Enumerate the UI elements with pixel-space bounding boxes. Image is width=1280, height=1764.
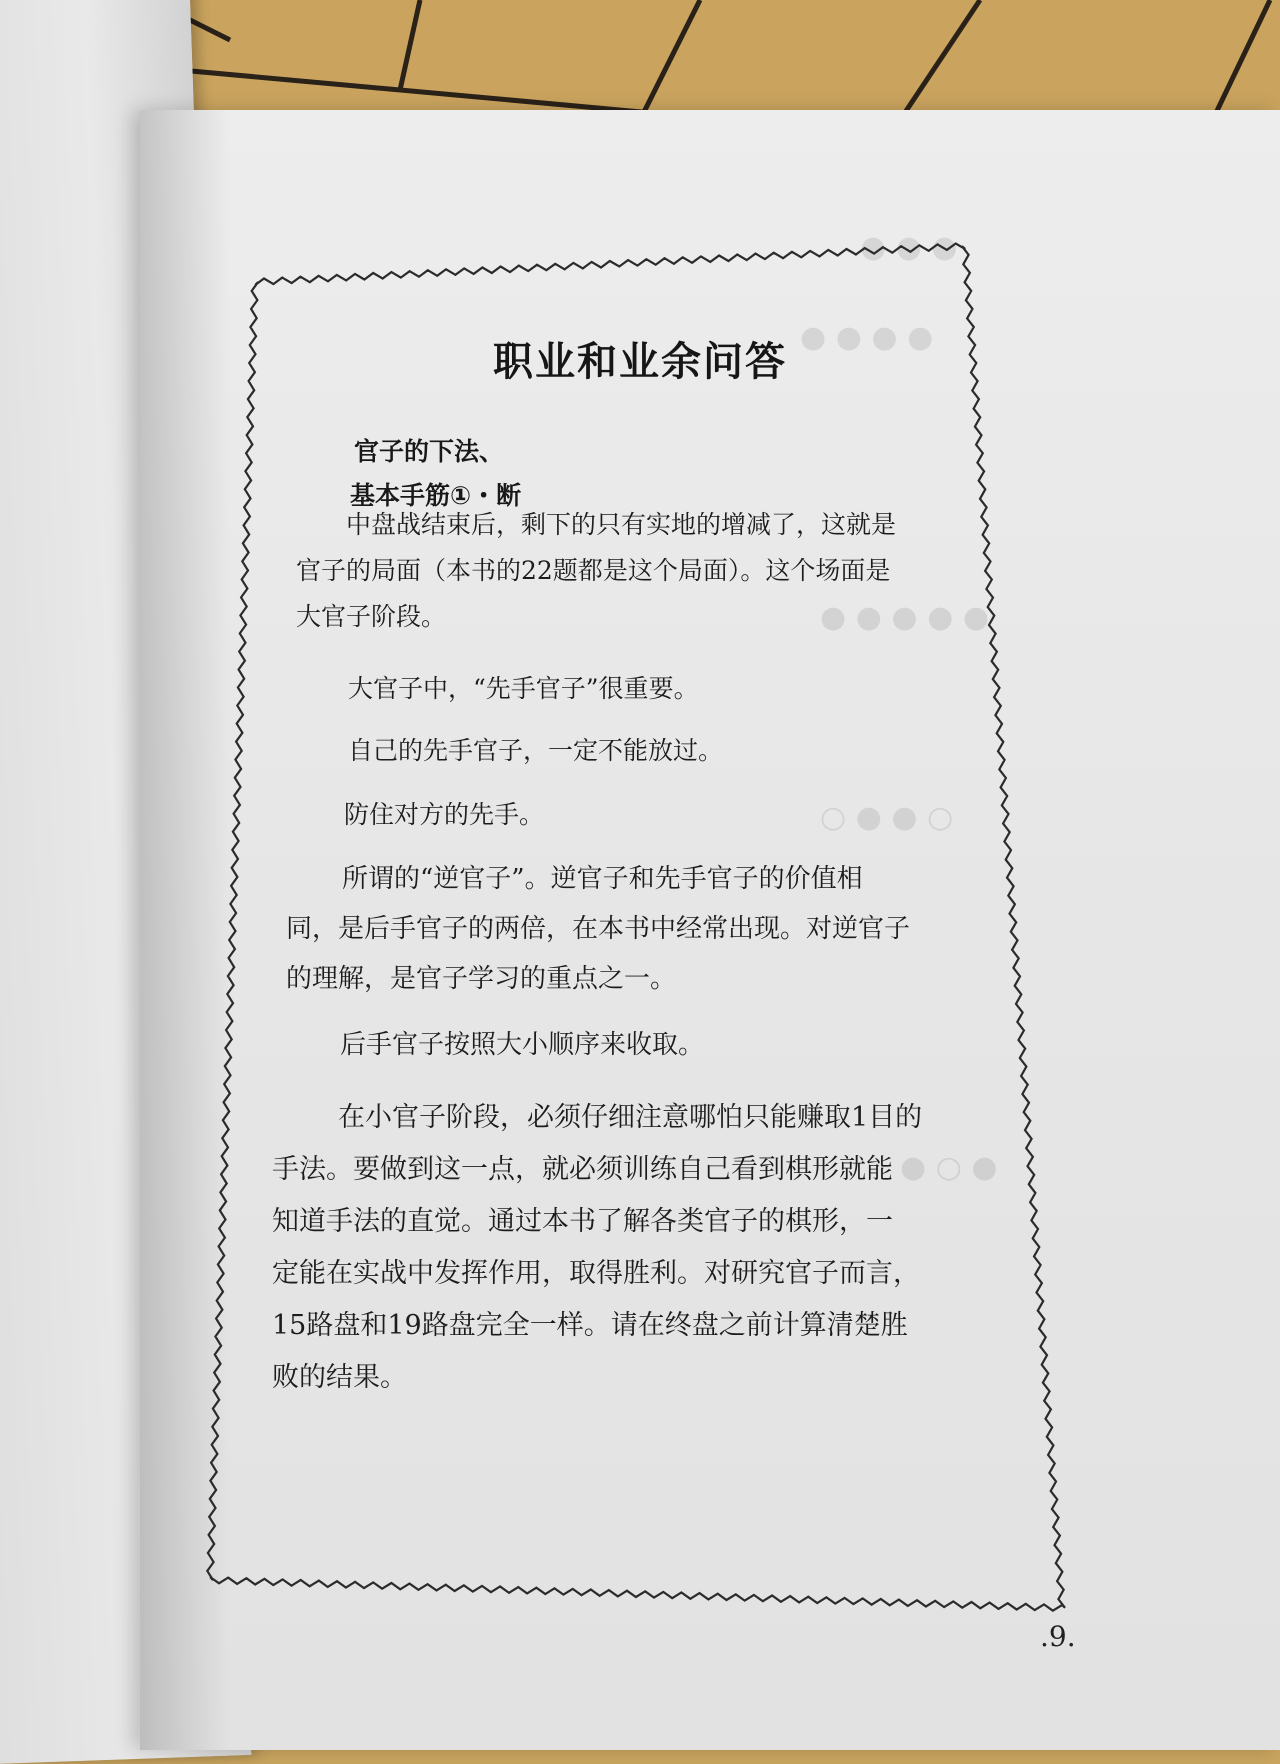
- show-through-stone: ● ● ● ●: [800, 320, 934, 355]
- paragraph-5: 所谓的“逆官子”。逆官子和先手官子的价值相 同，是后手官子的两倍，在本书中经常出现。对逆官子 的理解，是官子学习的重点之一。: [286, 864, 911, 994]
- show-through-stone: ● ● ●: [860, 230, 958, 265]
- paragraph-6: 后手官子按照大小顺序来收取。: [340, 1030, 705, 1060]
- page-number: .9.: [1040, 1620, 1076, 1653]
- paragraph-1: 中盘战结束后，剩下的只有实地的增减了，这就是 官子的局面（本书的22题都是这个局面）。这个场面是 大官子阶段。: [296, 510, 897, 631]
- page-title: 职业和业余问答: [493, 339, 787, 385]
- show-through-stone: ● ● ● ● ●: [820, 600, 990, 635]
- section-subtitle-1: 官子的下法、: [354, 437, 505, 466]
- show-through-stone: ○ ● ● ○: [820, 800, 954, 835]
- section-subtitle-2: 基本手筋①・断: [350, 481, 522, 510]
- paragraph-4: 防住对方的先手。: [344, 800, 545, 829]
- paragraph-7: 在小官子阶段，必须仔细注意哪怕只能赚取1目的 手法。要做到这一点，就必须训练自己看到棋形就能 知道手法的直觉。通过本书了解各类官子的棋形，一 定能在实战中发挥作用，取得胜利。对研究官子而言， 15路盘和19路盘完全一样。请在终盘之前计算清楚胜 败的结果。: [272, 1102, 923, 1393]
- paragraph-2: 大官子中，“先手官子”很重要。: [348, 674, 699, 703]
- show-through-stone: ● ○ ●: [900, 1150, 998, 1185]
- paragraph-3: 自己的先手官子，一定不能放过。: [348, 736, 724, 765]
